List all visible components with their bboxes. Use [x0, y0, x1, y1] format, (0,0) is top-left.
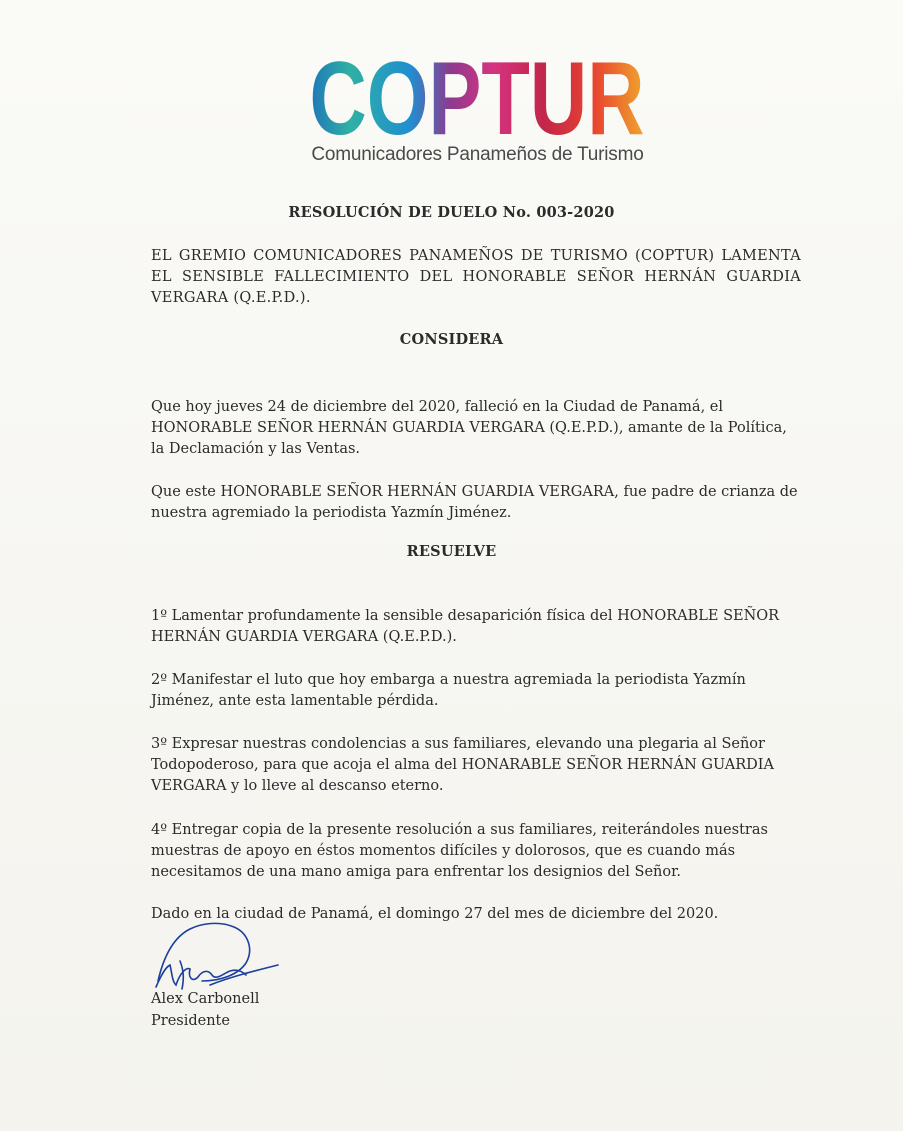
- resuelve-item-1: 1º Lamentar profundamente la sensible desaparición física del HONORABLE SEÑOR HERNÁN GUARDIA VERGARA (Q.E.P.D.).: [151, 608, 780, 645]
- signer-name: Alex Carbonell: [151, 991, 260, 1007]
- considera-paragraph-1: Que hoy jueves 24 de diciembre del 2020, falleció en la Ciudad de Panamá, el HONORABLE SEÑOR HERNÁN GUARDIA VERGARA (Q.E.P.D.), amante de la Política, la Declamación y las Ventas.: [151, 399, 787, 457]
- closing-line: Dado en la ciudad de Panamá, el domingo 27 del mes de diciembre del 2020.: [151, 906, 719, 922]
- resuelve-heading: RESUELVE: [406, 543, 497, 560]
- considera-heading: CONSIDERA: [399, 331, 504, 348]
- signer-role: Presidente: [151, 1013, 230, 1029]
- logo-subtitle: Comunicadores Panameños de Turismo: [311, 144, 644, 165]
- coptur-logo: [305, 50, 650, 170]
- svg-text:COPTUR: COPTUR: [309, 50, 645, 145]
- considera-paragraph-2: Que este HONORABLE SEÑOR HERNÁN GUARDIA VERGARA, fue padre de crianza de nuestra agremiado la periodista Yazmín Jiménez.: [151, 484, 798, 521]
- intro-paragraph: EL GREMIO COMUNICADORES PANAMEÑOS DE TURISMO (COPTUR) LAMENTA EL SENSIBLE FALLECIMIENTO DEL HONORABLE SEÑOR HERNÁN GUARDIA VERGARA (Q.E.P.D.).: [151, 248, 801, 306]
- resuelve-item-4: 4º Entregar copia de la presente resolución a sus familiares, reiterándoles nuestras muestras de apoyo en éstos momentos difíciles y dolorosos, que es cuando más necesitamos de una mano amiga para enfrentar los designios del Señor.: [151, 822, 768, 880]
- resuelve-item-2: 2º Manifestar el luto que hoy embarga a nuestra agremiada la periodista Yazmín Jiménez, ante esta lamentable pérdida.: [151, 672, 746, 709]
- document-title: RESOLUCIÓN DE DUELO No. 003-2020: [288, 204, 615, 221]
- signer-block: [151, 988, 259, 1032]
- coptur-wordmark: [305, 50, 650, 145]
- resuelve-item-3: 3º Expresar nuestras condolencias a sus familiares, elevando una plegaria al Señor Todopoderoso, para que acoja el alma del HONARABLE SEÑOR HERNÁN GUARDIA VERGARA y lo lleve al descanso eterno.: [151, 736, 774, 794]
